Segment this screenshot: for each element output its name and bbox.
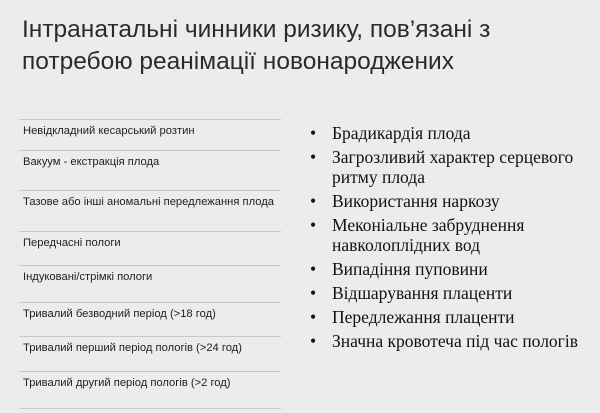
bullet-icon: • [310, 307, 317, 327]
list-item [310, 283, 590, 303]
table-row: Тривалий другий період пологів (>2 год) [19, 371, 281, 409]
bullet-icon: • [310, 215, 317, 235]
table-row: Тазове або інші аномальні передлежання плода [19, 190, 281, 231]
list-item-text: Значна кровотеча під час пологів [332, 331, 578, 351]
risk-factors-table [19, 119, 281, 409]
bullet-icon: • [310, 259, 317, 279]
table-row: Вакуум - екстракція плода [19, 150, 281, 190]
bullet-icon: • [310, 123, 317, 143]
list-item-text: Відшарування плаценти [332, 283, 513, 303]
table-row: Невідкладний кесарський розтин [19, 119, 281, 150]
list-item-text: Випадіння пуповини [332, 259, 488, 279]
slide-title: Інтранатальні чинники ризику, пов’язані з потребою реанімації новонароджених [22, 16, 491, 75]
bullet-list [310, 123, 590, 355]
list-item-text: Загрозливий характер серцевого ритму плода [332, 147, 574, 187]
list-item [310, 307, 590, 327]
list-item [310, 191, 590, 211]
list-item [310, 215, 590, 255]
bullet-icon: • [310, 331, 317, 351]
list-item [310, 259, 590, 279]
table-row: Тривалий безводний період (>18 год) [19, 302, 281, 336]
table-row: Передчасні пологи [19, 231, 281, 265]
list-item-text: Меконіальне забруднення навколоплідних вод [332, 215, 525, 255]
list-item-text: Брадикардія плода [332, 123, 471, 143]
bullet-icon: • [310, 147, 317, 167]
list-item [310, 123, 590, 143]
list-item-text: Передлежання плаценти [332, 307, 515, 327]
list-item [310, 147, 590, 187]
bullet-icon: • [310, 191, 317, 211]
bullet-icon: • [310, 283, 317, 303]
table-row: Індуковані/стрімкі пологи [19, 265, 281, 302]
list-item-text: Використання наркозу [332, 191, 500, 211]
list-item [310, 331, 590, 351]
table-row: Тривалий перший період пологів (>24 год) [19, 336, 281, 371]
